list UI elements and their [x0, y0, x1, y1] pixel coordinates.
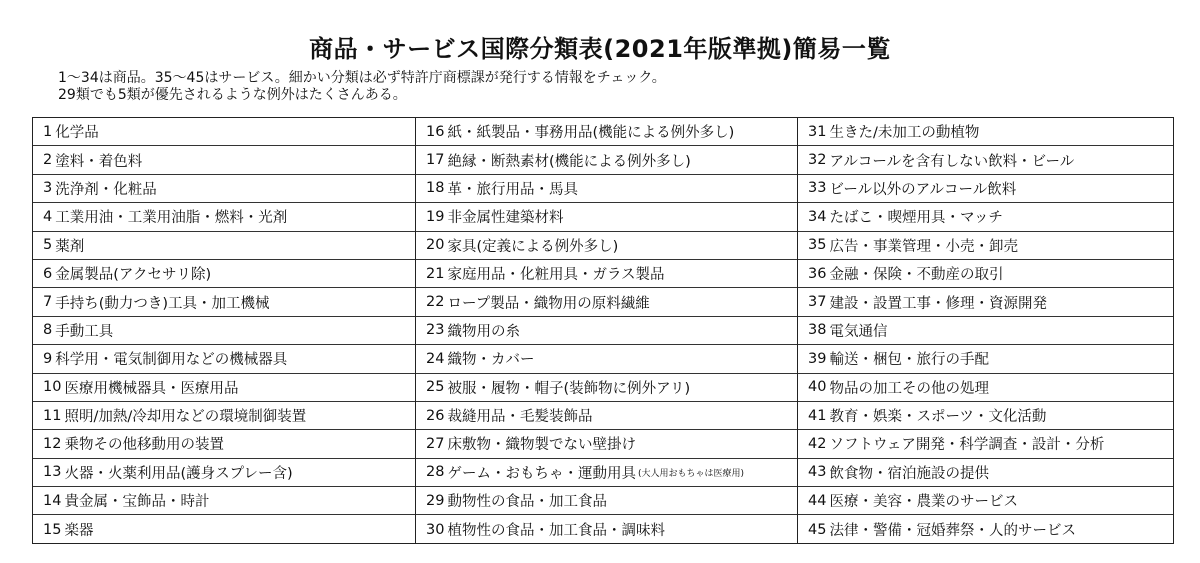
class-column-goods-2: [415, 118, 797, 544]
class-cell: [798, 175, 1173, 203]
class-cell: [798, 203, 1173, 231]
class-number: 32: [808, 152, 827, 169]
class-number: 23: [426, 322, 445, 339]
class-cell: [416, 430, 797, 458]
class-number: 19: [426, 208, 445, 225]
class-cell: [416, 203, 797, 231]
class-number: 42: [808, 435, 827, 452]
class-number: 29: [426, 492, 445, 509]
class-number: 33: [808, 180, 827, 197]
class-name: 乗物その他移動用の装置: [64, 437, 224, 454]
class-cell: [33, 515, 415, 543]
class-cell: [33, 430, 415, 458]
class-number: 21: [426, 265, 445, 282]
class-number: 43: [808, 464, 827, 481]
class-name: 工業用油・工業用油脂・燃料・光剤: [55, 210, 288, 227]
class-name: 家具(定義による例外多し): [447, 238, 619, 255]
class-cell: [416, 345, 797, 373]
class-name: 手持ち(動力つき)工具・加工機械: [55, 295, 270, 312]
class-cell: [798, 118, 1173, 146]
class-number: 6: [43, 265, 53, 282]
class-number: 15: [43, 521, 62, 538]
class-number: 4: [43, 208, 53, 225]
class-number: 11: [43, 407, 62, 424]
class-cell: [798, 374, 1173, 402]
class-name: ソフトウェア開発・科学調査・設計・分析: [829, 437, 1105, 454]
class-cell: [33, 459, 415, 487]
class-number: 10: [43, 379, 62, 396]
class-name: 教育・娯楽・スポーツ・文化活動: [829, 409, 1047, 426]
class-cell: [416, 175, 797, 203]
class-number: 16: [426, 123, 445, 140]
class-name: ロープ製品・織物用の原料繊維: [447, 295, 650, 312]
class-cell: [798, 232, 1173, 260]
class-name: 裁縫用品・毛髪装飾品: [447, 409, 593, 426]
class-cell: [798, 345, 1173, 373]
class-number: 26: [426, 407, 445, 424]
class-name: 楽器: [64, 523, 94, 540]
class-number: 27: [426, 435, 445, 452]
class-cell: [798, 402, 1173, 430]
class-number: 8: [43, 322, 53, 339]
class-number: 13: [43, 464, 62, 481]
class-name: 紙・紙製品・事務用品(機能による例外多し): [447, 125, 735, 142]
class-cell: [798, 260, 1173, 288]
class-number: 37: [808, 294, 827, 311]
class-name: 科学用・電気制御用などの機械器具: [55, 352, 288, 369]
class-number: 31: [808, 123, 827, 140]
class-number: 35: [808, 237, 827, 254]
class-name: 手動工具: [55, 323, 114, 340]
class-name: 動物性の食品・加工食品: [447, 494, 607, 511]
class-number: 24: [426, 350, 445, 367]
class-number: 34: [808, 208, 827, 225]
class-name: 貴金属・宝飾品・時計: [64, 494, 210, 511]
class-name: 絶縁・断熱素材(機能による例外多し): [447, 153, 691, 170]
class-name: 生きた/未加工の動植物: [829, 125, 980, 142]
class-name: 医療用機械器具・医療用品: [64, 380, 239, 397]
class-number: 44: [808, 492, 827, 509]
class-name: 医療・美容・農業のサービス: [829, 494, 1018, 511]
class-number: 39: [808, 350, 827, 367]
class-number: 20: [426, 237, 445, 254]
class-name: 織物・カバー: [447, 352, 535, 369]
class-number: 25: [426, 379, 445, 396]
class-name: 薬剤: [55, 238, 85, 255]
class-cell: [798, 515, 1173, 543]
class-cell: [33, 175, 415, 203]
class-note: (大人用おもちゃは医療用): [637, 468, 744, 479]
class-cell: [798, 288, 1173, 316]
class-cell: [416, 402, 797, 430]
class-number: 36: [808, 265, 827, 282]
class-cell: [416, 487, 797, 515]
class-number: 14: [43, 492, 62, 509]
class-name: 床敷物・織物製でない壁掛け: [447, 437, 636, 454]
class-name: 広告・事業管理・小売・卸売: [829, 238, 1018, 255]
class-name: 法律・警備・冠婚葬祭・人的サービス: [829, 523, 1076, 540]
class-name: 塗料・着色料: [55, 153, 143, 170]
class-cell: [416, 118, 797, 146]
class-name: 輸送・梱包・旅行の手配: [829, 352, 989, 369]
class-name: ビール以外のアルコール飲料: [829, 181, 1017, 198]
class-number: 45: [808, 521, 827, 538]
class-name: たばこ・喫煙用具・マッチ: [829, 210, 1003, 227]
class-column-goods-1: [33, 118, 415, 544]
class-name: 化学品: [55, 125, 99, 142]
class-number: 17: [426, 152, 445, 169]
class-cell: [416, 515, 797, 543]
class-name: 被服・履物・帽子(装飾物に例外アリ): [447, 380, 691, 397]
class-name: 革・旅行用品・馬具: [447, 181, 578, 198]
class-column-services: [797, 118, 1173, 544]
class-number: 30: [426, 521, 445, 538]
class-cell: [416, 459, 797, 487]
class-name: 洗浄剤・化粧品: [55, 181, 157, 198]
class-cell: [416, 260, 797, 288]
class-cell: [33, 374, 415, 402]
class-name: 物品の加工その他の処理: [829, 380, 989, 397]
class-number: 9: [43, 350, 53, 367]
class-name: ゲーム・おもちゃ・運動用具: [447, 465, 636, 482]
class-cell: [33, 232, 415, 260]
class-cell: [798, 459, 1173, 487]
class-number: 2: [43, 152, 53, 169]
class-cell: [33, 317, 415, 345]
class-name: 火器・火薬利用品(護身スプレー含): [64, 465, 293, 482]
class-name: 織物用の糸: [447, 323, 520, 340]
class-cell: [416, 374, 797, 402]
class-cell: [33, 402, 415, 430]
class-name: アルコールを含有しない飲料・ビール: [829, 153, 1075, 170]
class-name: 金融・保険・不動産の取引: [829, 267, 1004, 284]
class-name: 家庭用品・化粧用具・ガラス製品: [447, 267, 665, 284]
class-name: 金属製品(アクセサリ除): [55, 267, 212, 284]
class-number: 41: [808, 407, 827, 424]
class-cell: [798, 487, 1173, 515]
class-table: [32, 117, 1174, 544]
class-name: 建設・設置工事・修理・資源開発: [829, 295, 1047, 312]
class-number: 3: [43, 180, 53, 197]
class-number: 12: [43, 435, 62, 452]
class-cell: [33, 487, 415, 515]
class-cell: [798, 146, 1173, 174]
class-cell: [416, 232, 797, 260]
class-cell: [798, 317, 1173, 345]
class-cell: [416, 288, 797, 316]
class-number: 38: [808, 322, 827, 339]
class-name: 非金属性建築材料: [447, 210, 564, 227]
class-cell: [33, 146, 415, 174]
class-cell: [416, 146, 797, 174]
class-number: 1: [43, 123, 53, 140]
class-name: 植物性の食品・加工食品・調味料: [447, 523, 665, 540]
page-title: 商品・サービス国際分類表(2021年版準拠)簡易一覧: [309, 35, 891, 63]
class-name: 照明/加熱/冷却用などの環境制御装置: [64, 409, 307, 426]
class-name: 飲食物・宿泊施設の提供: [829, 465, 989, 482]
class-cell: [33, 118, 415, 146]
class-cell: [33, 288, 415, 316]
class-cell: [33, 260, 415, 288]
note-line-1: 1～34は商品。35～45はサービス。細かい分類は必ず特許庁商標課が発行する情報をチェック。: [58, 70, 666, 86]
class-cell: [33, 203, 415, 231]
class-number: 7: [43, 294, 53, 311]
class-cell: [798, 430, 1173, 458]
class-number: 28: [426, 464, 445, 481]
class-cell: [33, 345, 415, 373]
class-number: 5: [43, 237, 53, 254]
class-number: 40: [808, 379, 827, 396]
note-line-2: 29類でも5類が優先されるような例外はたくさんある。: [58, 87, 407, 103]
class-cell: [416, 317, 797, 345]
class-number: 22: [426, 294, 445, 311]
class-name: 電気通信: [829, 323, 888, 340]
class-number: 18: [426, 180, 445, 197]
